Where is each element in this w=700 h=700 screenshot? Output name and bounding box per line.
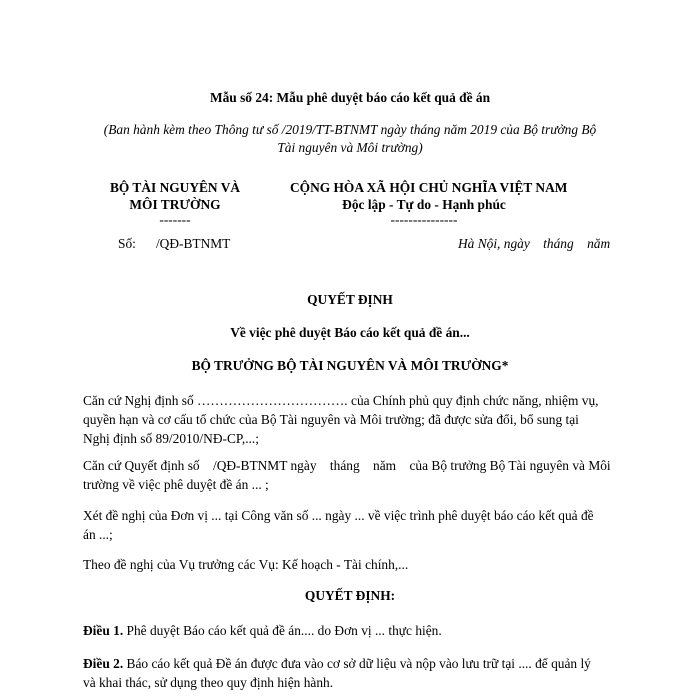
article-2-text-line-1: Báo cáo kết quả Đề án được đưa vào cơ sở dữ liệu và nộp vào lưu trữ tại .... để quản lý [123,656,591,671]
decision-number: Số: /QĐ-BTNMT [118,236,231,251]
issued-note-line-1: (Ban hành kèm theo Thông tư số /2019/TT-BTNMT ngày tháng năm 2019 của Bộ trưởng Bộ [103,122,597,137]
decision-subject: Về việc phê duyệt Báo cáo kết quả đề án... [230,325,470,340]
article-2 [83,654,628,692]
article-1-text: Phê duyệt Báo cáo kết quả đề án.... do Đơn vị ... thực hiện. [123,623,442,638]
basis-paragraph-1 [83,391,628,448]
decides-heading: QUYẾT ĐỊNH: [304,588,396,603]
authority-title: BỘ TRƯỞNG BỘ TÀI NGUYÊN VÀ MÔI TRƯỜNG* [191,358,509,373]
nation-motto: Độc lập - Tự do - Hạnh phúc [342,197,506,212]
ministry-name-line-2: MÔI TRƯỜNG [129,197,221,212]
article-1-label: Điều 1. [83,623,124,638]
nation-divider: --------------- [390,212,458,227]
form-title: Mẫu số 24: Mẫu phê duyệt báo cáo kết quả đề án [209,90,491,105]
basis-2-line-2: trường về việc phê duyệt đề án ... ; [83,477,269,492]
basis-paragraph-3 [83,506,628,544]
basis-1-line-2: quyền hạn và cơ cấu tổ chức của Bộ Tài nguyên và Môi trường; đã được sửa đổi, bổ sung tại [83,412,579,427]
basis-1-line-1: Căn cứ Nghị định số ……………………………. của Chính phủ quy định chức năng, nhiệm vụ, [83,393,599,408]
basis-1-line-3: Nghị định số 89/2010/NĐ-CP,...; [83,431,259,446]
nation-name: CỘNG HÒA XÃ HỘI CHỦ NGHĨA VIỆT NAM [290,180,568,195]
article-2-text-line-2: và khai thác, sử dụng theo quy định hiện hành. [83,675,334,690]
basis-paragraph-2 [83,456,628,494]
basis-2-line-1: Căn cứ Quyết định số /QĐ-BTNMT ngày tháng năm của Bộ trưởng Bộ Tài nguyên và Môi [83,458,611,473]
decision-title: QUYẾT ĐỊNH [307,292,393,307]
place-date: Hà Nội, ngày tháng năm [458,236,611,251]
issued-note-line-2: Tài nguyên và Môi trường) [277,140,423,155]
ministry-name-line-1: BỘ TÀI NGUYÊN VÀ [109,180,241,195]
basis-3-line-2: án ...; [83,527,113,542]
basis-paragraph-4 [83,555,628,574]
basis-3-line-1: Xét đề nghị của Đơn vị ... tại Công văn số ... ngày ... về việc trình phê duyệt báo cáo kết quả đề [83,508,594,523]
ministry-divider: ------- [159,212,191,227]
basis-4-line-1: Theo đề nghị của Vụ trưởng các Vụ: Kế hoạch - Tài chính,... [83,557,409,572]
article-2-label: Điều 2. [83,656,124,671]
article-1 [83,621,628,640]
